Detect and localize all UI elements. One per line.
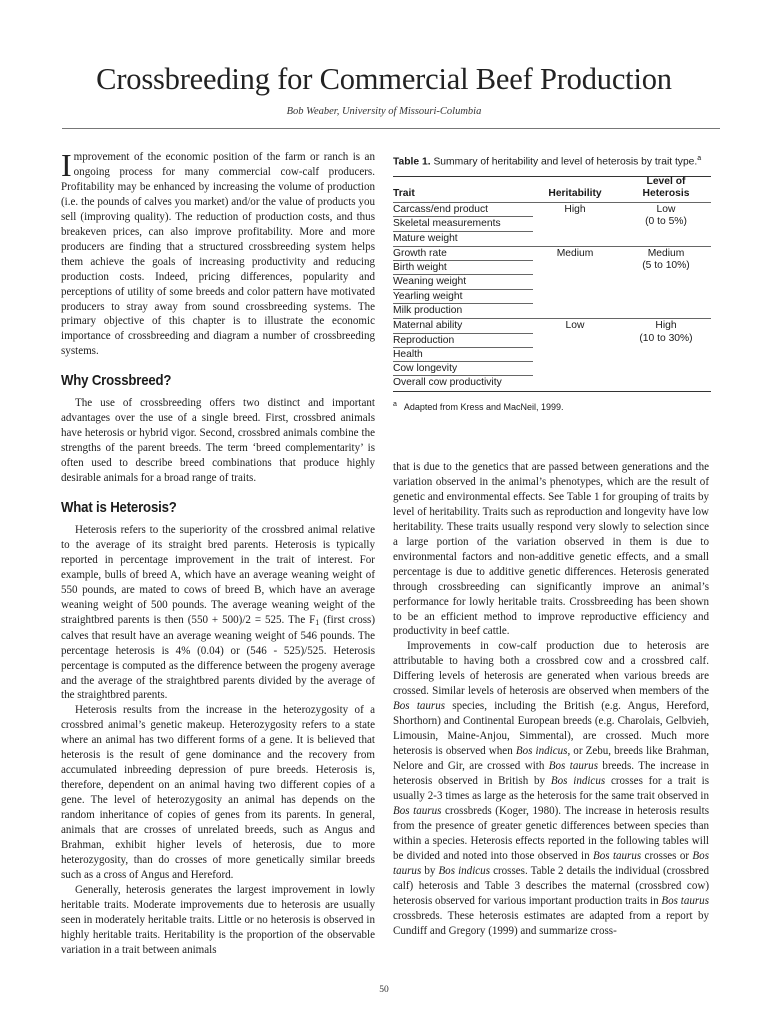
- table-row: [393, 334, 711, 348]
- heading-why-crossbreed: Why Crossbreed?: [61, 372, 172, 390]
- trait-cell: Weaning weight: [393, 276, 467, 288]
- trait-cell: Growth rate: [393, 247, 447, 259]
- header-heritability: Heritability: [548, 188, 602, 200]
- heterosis-paragraph-2: Heterosis results from the increase in the heterozygosity of a crossbred animal’s genetic makeup. Heterozygosity refers to a state where an animal has two different forms of a gene. It is believed that heterosis is the result of gene dominance and the recovery from accumulated inbreeding depression of pure breeds. Heterosis is, therefore, dependent on an animal having two different copies of a gene. The level of heterozygosity an animal has depends on the random inheritance of copies of genes from its parents. In general, animals that are crosses of unrelated breeds, such as Angus and Brahman, exhibit higher levels of heterosis, due to more heterozygosity, than do crosses of more genetically similar breeds such as a cross of Angus and Hereford.: [61, 704, 375, 881]
- rp2-d: breeds. The increase in heterosis observed in British by: [393, 760, 710, 788]
- rp2-bos-taurus-5: Bos taurus: [393, 849, 709, 877]
- heterosis-range: (10 to 30%): [639, 332, 693, 344]
- trait-divider: [393, 260, 533, 261]
- trait-divider: [393, 274, 533, 275]
- rp2-h: by: [421, 864, 439, 877]
- rp2-a: Improvements in cow-calf production due to heterosis are attributable to having both a crossbred cow and a crossbred calf. Differing levels of heterosis are generated when various breeds are crossed. Similar levels of heterosis are observed when members of the: [393, 640, 709, 698]
- rp2-bos-taurus-2: Bos taurus: [548, 760, 599, 773]
- rp2-c: , or Zebu, breeds like Brahman, Nelore and Gir, are crossed with: [393, 745, 709, 773]
- trait-cell: Reproduction: [393, 334, 455, 346]
- right-paragraph-2: [393, 639, 709, 938]
- trait-divider: [393, 375, 533, 376]
- table-row: [393, 348, 711, 362]
- left-column: [61, 147, 375, 958]
- trait-cell: Mature weight: [393, 232, 458, 244]
- table-row: [393, 362, 711, 376]
- rp2-bos-indicus-1: Bos indicus: [515, 745, 568, 758]
- trait-cell: Maternal ability: [393, 320, 463, 332]
- table-body: [393, 176, 711, 392]
- rp2-g: crosses or: [641, 849, 693, 862]
- table-caption-mark: a: [697, 155, 702, 162]
- trait-cell: Milk production: [393, 305, 463, 316]
- right-paragraph-1: that is due to the genetics that are passed between generations and the variation observed in the animal’s phenotypes, which are the result of genetic and environmental effects. See Table 1 for grouping of traits by level of heritability. Traits such as reproduction and longevity have low heritability. These traits usually respond very slowly to selection since a large portion of the variation observed in them is due to environmental factors and non-additive genetic effects, and a small percentage is due to additive genetic differences. Heterosis generated through crossbreeding can significantly improve an animal’s performance for lowly heritable traits. Crossbreeding has been shown to be an efficient method to improve reproductive efficiency and productivity in beef cattle.: [393, 461, 709, 638]
- table-header-row: [393, 176, 711, 202]
- heterosis-level: High: [655, 320, 677, 332]
- page-title: Crossbreeding for Commercial Beef Production: [96, 62, 672, 96]
- trait-divider: [393, 303, 533, 304]
- table-caption: [393, 153, 711, 169]
- trait-divider: [393, 347, 533, 348]
- trait-divider: [393, 361, 533, 362]
- why-paragraph: The use of crossbreeding offers two distinct and important advantages over the use of a single breed. First, crossbred animals have heterosis or hybrid vigor. Second, crossbred animals combine the strengths of the parent breeds. The term ‘breed complementarity’ is often used to describe breed combinations that produce highly desirable animals for a broad range of traits.: [61, 397, 375, 485]
- table-footnote-mark: a: [393, 400, 397, 408]
- f1-subscript: 1: [315, 617, 320, 627]
- drop-cap: I: [61, 147, 72, 183]
- header-trait: Trait: [393, 188, 415, 200]
- table-row: [393, 304, 711, 318]
- table-footnote-text: Adapted from Kress and MacNeil, 1999.: [403, 401, 564, 412]
- header-heterosis: [621, 176, 711, 201]
- heterosis-range: (5 to 10%): [642, 260, 690, 272]
- heterosis-p1-part-a: Heterosis refers to the superiority of the crossbred animal relative to the average of its straight bred parents. Heterosis is typically reported in percentage improvement in the trait of interest. For example, bulls of breed A, which have an average weaning weight of 550 pounds, are mated to cows of breed B, which have an average weaning weight of 500 pounds. The average weaning weight of the straightbred parents is then (550 + 500)/2 = 525. The F: [61, 523, 375, 626]
- rp2-bos-taurus-4: Bos taurus: [593, 849, 642, 862]
- heterosis-paragraph-3: Generally, heterosis generates the largest improvement in lowly heritable traits. Moderate improvements due to heterosis are usually seen in moderately heritable traits. Little or no heterosis is observed in highly heritable traits. Heritability is the proportion of the observable variation in a trait between animals: [61, 883, 375, 956]
- trait-cell: Carcass/end product: [393, 203, 489, 215]
- table-row: [393, 261, 711, 275]
- heterosis-level: Low: [656, 203, 676, 215]
- trait-divider: [393, 333, 533, 334]
- table-row: [393, 232, 711, 246]
- trait-cell: Skeletal measurements: [393, 218, 501, 230]
- header-heterosis-line1: Level of: [646, 175, 686, 187]
- trait-cell: Health: [393, 348, 423, 360]
- rp2-i: crosses. Table 2 details the individual (crossbred calf) heterosis and Table 3 describes the maternal (crossbred cow) heterosis observed for various important production traits in: [393, 864, 709, 907]
- heritability-cell: High: [564, 203, 586, 215]
- rp2-j: crossbreds. These heterosis estimates are adapted from a report by Cundiff and Gregory (1999) and summarize cross-: [393, 909, 709, 937]
- heterosis-paragraph-1: [61, 523, 375, 703]
- table-1: [393, 153, 711, 412]
- table-row: [393, 275, 711, 289]
- rp2-f: crossbreds (Koger, 1980). The increase in heterosis results from the presence of greater genetic differences between species than within a species. Heterosis effects reported in the following tables will be divided and noted into those observed in: [393, 804, 709, 862]
- heterosis-p1-part-b: (first cross) calves that result have an average weaning weight of 546 pounds. The percentage heterosis is 4% (0.04) or (546 - 525)/525. Heterosis percentage is computed as the difference between the progeny average and the average of the straightbred parents divided by the average of the straightbred parents.: [61, 613, 375, 702]
- right-column: [393, 460, 709, 939]
- trait-divider: [393, 289, 533, 290]
- heterosis-range: (0 to 5%): [645, 216, 687, 228]
- intro-paragraph: [61, 147, 375, 359]
- table-caption-label: Table 1.: [393, 156, 431, 168]
- rp2-e: crosses for a trait is usually 2-3 times as large as the heterosis for the same trait observed in: [393, 775, 710, 802]
- trait-divider: [393, 216, 533, 217]
- rp2-b: species, including the British (e.g. Angus, Hereford, Shorthorn) and Continental European breeds (e.g. Charolais, Gelbvieh, Limousin, Maine-Anjou, Simmental), are crossed. Much more heterosis is observed when: [393, 700, 709, 758]
- table-footnote: [393, 401, 711, 412]
- table-row: [393, 376, 711, 391]
- author-line: Bob Weaber, University of Missouri-Columbia: [286, 106, 482, 117]
- title-rule: [62, 128, 720, 129]
- trait-cell: Birth weight: [393, 262, 447, 274]
- rp2-bos-indicus-2: Bos indicus: [550, 775, 606, 788]
- intro-text: mprovement of the economic position of the farm or ranch is an ongoing process for many commercial cow-calf producers. Profitability may be enhanced by increasing the volume of production (i.e. the pounds of calves you market) and/or the value of products you sell (improving quality). The reduction of production costs, and thus breakeven prices, can also improve profitability. More and more producers are finding that a structured crossbreeding system helps them achieve the goals of increasing productivity and reducing production costs. Indeed, pricing differences, popularity and perceptions of utility of some breeds and color pattern have motivated producers to stray away from sound crossbreeding systems. The primary objective of this chapter is to illustrate the economic importance of crossbreeding and diagram a number of crossbreeding systems.: [61, 151, 375, 358]
- page-number: 50: [379, 985, 389, 995]
- rp2-bos-taurus-6: Bos taurus: [661, 894, 709, 907]
- trait-cell: Cow longevity: [393, 363, 458, 375]
- table-caption-text: Summary of heritability and level of heterosis by trait type.: [430, 156, 698, 168]
- rp2-bos-taurus-3: Bos taurus: [393, 804, 442, 817]
- trait-cell: Overall cow productivity: [393, 377, 502, 389]
- heritability-cell: Medium: [556, 247, 594, 259]
- heading-what-is-heterosis: What is Heterosis?: [61, 499, 177, 517]
- trait-cell: Yearling weight: [393, 290, 463, 302]
- heritability-cell: Low: [565, 320, 585, 332]
- heterosis-level: Medium: [647, 247, 685, 259]
- table-row: [393, 217, 711, 231]
- rp2-bos-taurus-1: Bos taurus: [393, 700, 446, 713]
- header-heterosis-line2: Heterosis: [642, 188, 690, 200]
- trait-divider: [393, 231, 533, 232]
- table-row: [393, 290, 711, 304]
- rp2-bos-indicus-3: Bos indicus: [438, 864, 490, 877]
